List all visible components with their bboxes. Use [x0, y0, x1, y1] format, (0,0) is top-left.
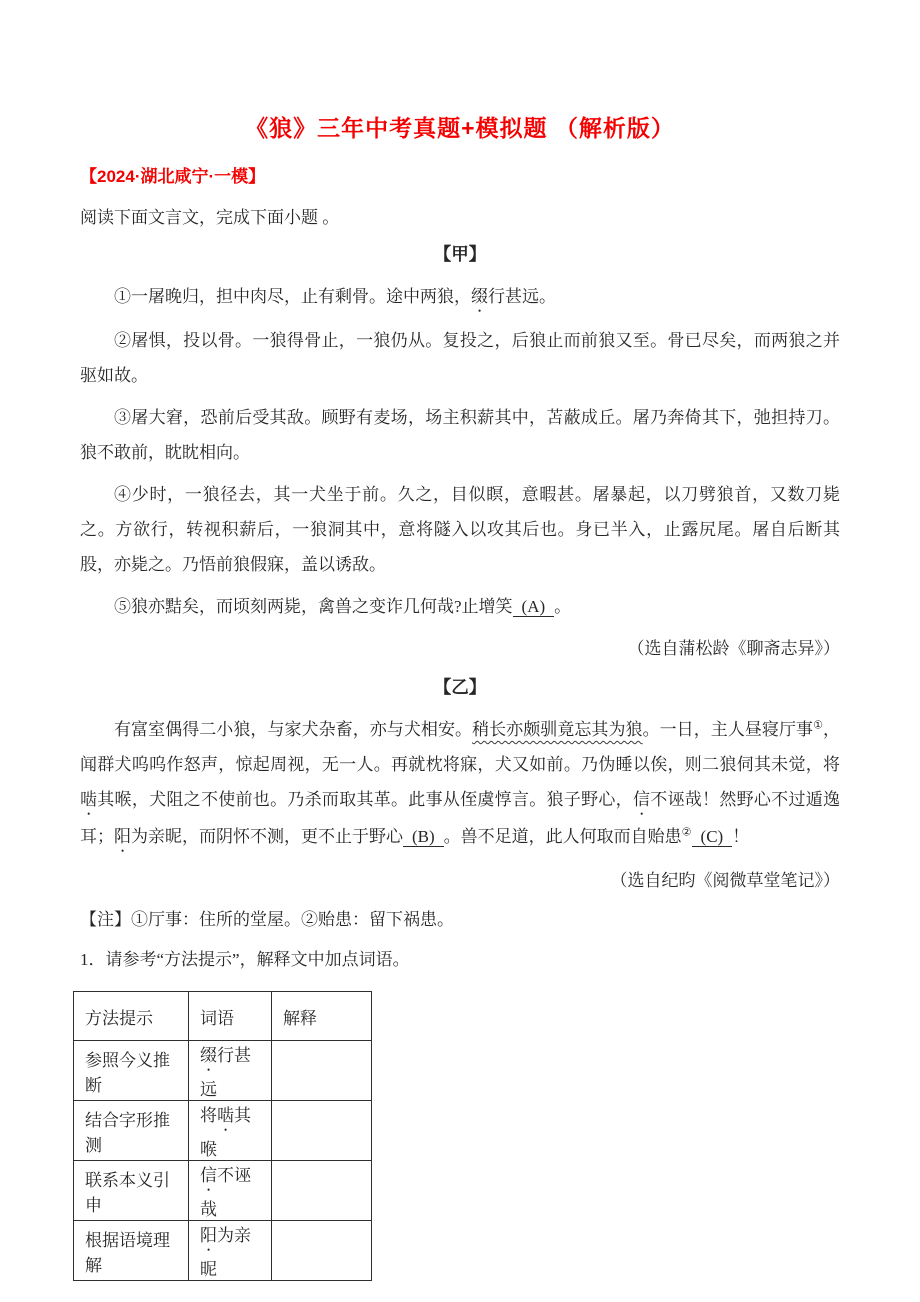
jia-paragraph-1: ①一屠晚归，担中肉尽，止有剩骨。途中两狼，缀行甚远。	[114, 287, 556, 306]
table-header-row	[74, 992, 372, 1041]
page-title: 《狼》三年中考真题+模拟题 （解析版）	[245, 115, 675, 141]
header-word: 词语	[189, 992, 272, 1041]
footnotes-line: 【注】①厅事：住所的堂屋。②贻患：留下祸患。	[80, 910, 454, 929]
explanation-cell	[272, 1161, 372, 1221]
header-explanation: 解释	[272, 992, 372, 1041]
table-row	[74, 1161, 372, 1221]
method-cell: 参照今义推断	[74, 1041, 189, 1101]
question-1-label: 1．请参考“方法提示”，解释文中加点词语。	[80, 950, 410, 969]
passage-yi-heading: 【乙】	[433, 677, 487, 697]
word-cell: 阳为亲昵	[189, 1221, 272, 1281]
method-cell: 根据语境理解	[74, 1221, 189, 1281]
header-method: 方法提示	[74, 992, 189, 1041]
methods-table	[73, 991, 372, 1281]
jia-paragraph-4: ④少时，一狼径去，其一犬坐于前。久之，目似瞑，意暇甚。屠暴起，以刀劈狼首，又数刀毙之。方欲行，转视积薪后，一狼洞其中，意将隧入以攻其后也。身已半入，止露尻尾。屠自后断其股，亦毙之。乃悟前狼假寐，盖以诱敌。	[80, 485, 840, 574]
exam-source-tag: 【2024·湖北咸宁·一模】	[80, 167, 266, 186]
jia-source-attribution: （选自蒲松龄《聊斋志异》）	[627, 639, 840, 658]
table-row	[74, 1221, 372, 1281]
jia-paragraph-5: ⑤狼亦黠矣，而顷刻两毙，禽兽之变诈几何哉?止增笑 (A) 。	[114, 597, 572, 616]
jia-paragraph-2: ②屠惧，投以骨。一狼得骨止，一狼仍从。复投之，后狼止而前狼又至。骨已尽矣，而两狼之并驱如故。	[80, 331, 840, 385]
explanation-cell	[272, 1101, 372, 1161]
explanation-cell	[272, 1041, 372, 1101]
yi-source-attribution: （选自纪昀《阅微草堂笔记》）	[610, 871, 840, 890]
yi-paragraph: 有富室偶得二小狼，与家犬杂畜，亦与犬相安。稍长亦颇驯竟忘其为狼。一日，主人昼寝厅事①，闻群犬呜呜作怒声，惊起周视，无一人。再就枕将寐，犬又如前。乃伪睡以俟，则二狼伺其未觉，将啮其喉，犬阻之不使前也。乃杀而取其革。此事从侄虞惇言。狼子野心，信不诬哉！然野心不过遁逸耳；阳为亲昵，而阴怀不测，更不止于野心 (B) 。兽不足道，此人何取而自贻患② (C) ！	[80, 719, 841, 846]
method-cell: 联系本义引申	[74, 1161, 189, 1221]
table-row	[74, 1041, 372, 1101]
jia-paragraph-3: ③屠大窘，恐前后受其敌。顾野有麦场，场主积薪其中，苫蔽成丘。屠乃奔倚其下，弛担持刀。狼不敢前，眈眈相向。	[80, 408, 840, 462]
word-cell: 将啮其喉	[189, 1101, 272, 1161]
word-cell: 信不诬哉	[189, 1161, 272, 1221]
table-row	[74, 1101, 372, 1161]
passage-jia-heading: 【甲】	[433, 244, 487, 264]
method-cell: 结合字形推测	[74, 1101, 189, 1161]
word-cell: 缀行甚远	[189, 1041, 272, 1101]
explanation-cell	[272, 1221, 372, 1281]
intro-text: 阅读下面文言文，完成下面小题 。	[80, 208, 340, 227]
